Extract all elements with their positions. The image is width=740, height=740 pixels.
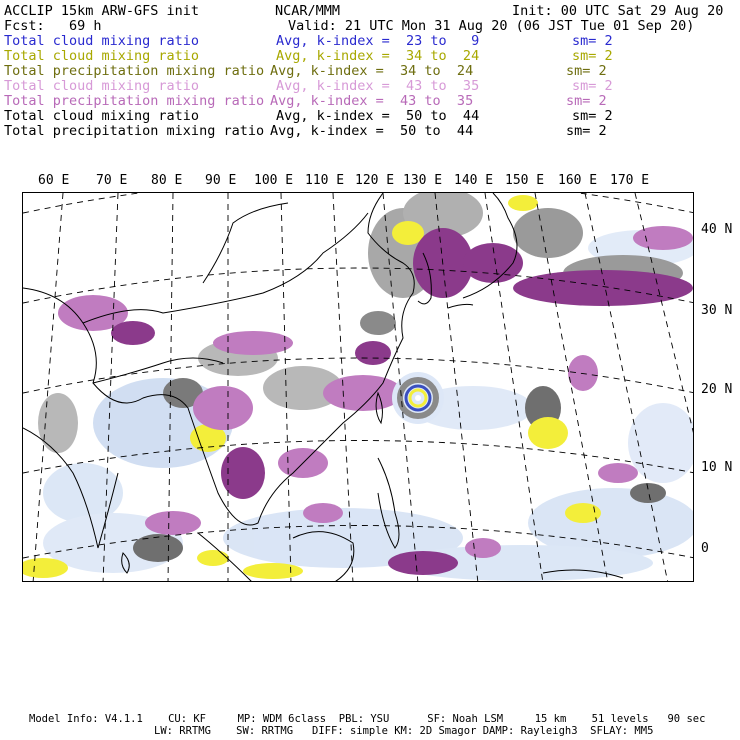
cloud-patch <box>355 341 391 365</box>
lat-label: 0 <box>701 541 709 556</box>
legend-avg: Avg, k-index = 50 to 44 <box>270 123 474 139</box>
legend-field: Total precipitation mixing ratio <box>4 123 265 139</box>
cloud-patch <box>303 503 343 523</box>
forecast-hour: Fcst: 69 h <box>4 18 102 34</box>
legend-sm: sm= 2 <box>566 123 607 139</box>
center-name: NCAR/MMM <box>275 3 341 19</box>
legend-sm: sm= 2 <box>566 63 607 79</box>
legend-field: Total precipitation mixing ratio <box>4 63 265 79</box>
legend-sm: sm= 2 <box>572 48 613 64</box>
lon-label: 60 E <box>38 173 70 188</box>
legend-avg: Avg, k-index = 43 to 35 <box>270 93 474 109</box>
cloud-patch <box>630 483 666 503</box>
cloud-patch <box>388 551 458 575</box>
lon-label: 70 E <box>96 173 128 188</box>
lon-label: 140 E <box>454 173 494 188</box>
legend-field: Total cloud mixing ratio <box>4 108 200 124</box>
cloud-patch <box>111 321 155 345</box>
legend-sm: sm= 2 <box>572 33 613 49</box>
lon-label: 90 E <box>205 173 237 188</box>
legend-avg: Avg, k-index = 34 to 24 <box>276 48 480 64</box>
lon-label: 110 E <box>305 173 345 188</box>
parallel-40n <box>23 193 694 213</box>
legend-avg: Avg, k-index = 23 to 9 <box>276 33 480 49</box>
cloud-patch <box>213 331 293 355</box>
cloud-map <box>23 193 694 582</box>
legend-field: Total precipitation mixing ratio <box>4 93 265 109</box>
border <box>83 213 368 323</box>
lon-label: 130 E <box>403 173 443 188</box>
border <box>203 203 288 283</box>
map-panel <box>22 192 694 582</box>
cloud-patch <box>145 511 201 535</box>
cloud-patch <box>392 221 424 245</box>
cloud-patch <box>528 417 568 449</box>
cloud-patch <box>465 538 501 558</box>
cloud-patch <box>568 355 598 391</box>
lat-label: 10 N <box>701 460 733 475</box>
valid-time: Valid: 21 UTC Mon 31 Aug 20 (06 JST Tue 01 Sep 20) <box>288 18 695 34</box>
cloud-patch <box>513 270 693 306</box>
cloud-patch <box>243 563 303 579</box>
model-info-line1: Model Info: V4.1.1 CU: KF MP: WDM 6class PBL: YSU SF: Noah LSM 15 km 51 levels 90 sec <box>29 713 706 725</box>
legend-sm: sm= 2 <box>566 93 607 109</box>
model-title: ACCLIP 15km ARW-GFS init <box>4 3 200 19</box>
cloud-patch <box>133 534 183 562</box>
cloud-patch <box>598 463 638 483</box>
legend-field: Total cloud mixing ratio <box>4 78 200 94</box>
lat-label: 40 N <box>701 222 733 237</box>
lat-label: 30 N <box>701 303 733 318</box>
legend-field: Total cloud mixing ratio <box>4 48 200 64</box>
legend-avg: Avg, k-index = 34 to 24 <box>270 63 474 79</box>
cloud-patch <box>508 195 538 211</box>
lon-label: 120 E <box>355 173 395 188</box>
cloud-patch <box>197 550 229 566</box>
legend-field: Total cloud mixing ratio <box>4 33 200 49</box>
cloud-patch <box>565 503 601 523</box>
lon-label: 150 E <box>505 173 545 188</box>
cloud-patch <box>38 393 78 453</box>
lat-label: 20 N <box>701 382 733 397</box>
cloud-patch <box>513 208 583 258</box>
legend-avg: Avg, k-index = 43 to 35 <box>276 78 480 94</box>
cloud-patch <box>633 226 693 250</box>
japan-island <box>448 304 473 308</box>
legend-sm: sm= 2 <box>572 108 613 124</box>
cloud-patch <box>193 386 253 430</box>
init-time: Init: 00 UTC Sat 29 Aug 20 <box>512 3 724 19</box>
meridian <box>33 193 63 582</box>
lon-label: 160 E <box>558 173 598 188</box>
lon-label: 100 E <box>254 173 294 188</box>
legend-avg: Avg, k-index = 50 to 44 <box>276 108 480 124</box>
cloud-patch <box>360 311 396 335</box>
lon-label: 80 E <box>151 173 183 188</box>
legend-sm: sm= 2 <box>572 78 613 94</box>
lon-label: 170 E <box>610 173 650 188</box>
model-info-line2: LW: RRTMG SW: RRTMG DIFF: simple KM: 2D Smagor DAMP: Rayleigh3 SFLAY: MM5 <box>154 725 654 737</box>
